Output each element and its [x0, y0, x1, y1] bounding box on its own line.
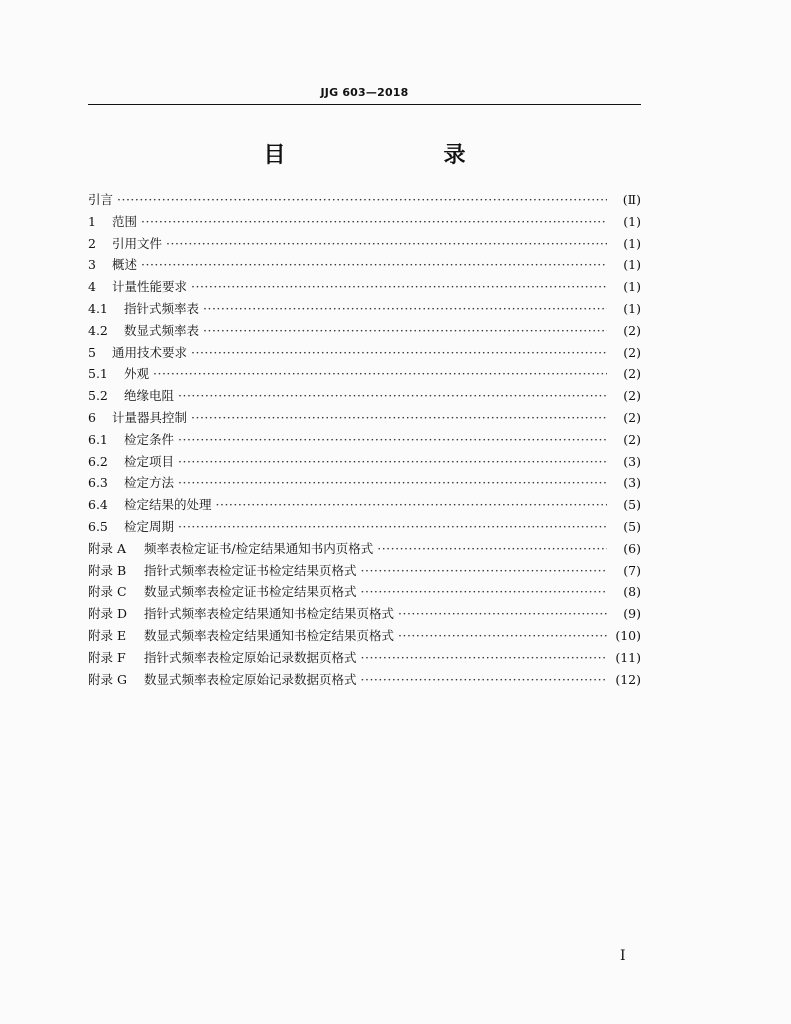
toc-entry-page: (2): [623, 344, 641, 360]
dot-leader: [377, 538, 607, 560]
toc-entry-number: 5.1: [88, 366, 108, 382]
toc-entry[interactable]: [88, 603, 641, 625]
toc-entry-number: 5.2: [88, 388, 108, 404]
toc-entry-label: 指针式频率表检定结果通知书检定结果页格式: [144, 606, 395, 622]
toc-entry[interactable]: [88, 254, 641, 276]
dot-leader: [178, 451, 607, 473]
toc-entry[interactable]: [88, 233, 641, 255]
toc-entry[interactable]: [88, 342, 641, 364]
toc-entry-label: 引言: [88, 192, 114, 207]
dot-leader: [178, 516, 607, 538]
toc-entry[interactable]: [88, 538, 641, 560]
toc-entry-page: (1): [623, 213, 641, 229]
toc-entry-number: 6: [88, 409, 96, 425]
toc-entry-label: 绝缘电阻: [124, 388, 175, 404]
toc-entry[interactable]: [88, 669, 641, 691]
toc-entry-number: 附录 A: [88, 540, 127, 556]
toc-entry-page: (1): [623, 279, 641, 295]
toc-entry-number: 附录 G: [88, 671, 127, 687]
toc-entry-label: 检定周期: [124, 518, 175, 534]
toc-entry[interactable]: [88, 298, 641, 320]
dot-leader: [141, 254, 607, 276]
toc-entry[interactable]: [88, 625, 641, 647]
toc-entry[interactable]: [88, 211, 641, 233]
toc-entry-label: 数显式频率表检定原始记录数据页格式: [144, 671, 357, 687]
toc-entry-page: (6): [623, 540, 641, 556]
toc-entry-number: 附录 F: [88, 649, 126, 665]
toc-entry-label: 计量器具控制: [112, 409, 188, 425]
toc-entry-label: 数显式频率表检定证书检定结果页格式: [144, 584, 357, 600]
toc-entry-number: 4.1: [88, 300, 108, 316]
toc-entry-page: (9): [623, 606, 641, 622]
table-of-contents: [88, 189, 641, 690]
toc-entry-label: 范围: [112, 213, 138, 229]
toc-entry[interactable]: [88, 320, 641, 342]
toc-entry-page: (1): [623, 300, 641, 316]
toc-entry-label: 引用文件: [112, 235, 163, 251]
toc-entry-number: 附录 D: [88, 606, 127, 622]
toc-entry[interactable]: [88, 429, 641, 451]
toc-entry-number: 6.4: [88, 497, 108, 513]
toc-entry-number: 4.2: [88, 322, 108, 338]
toc-entry-page: (Ⅱ): [622, 192, 641, 207]
toc-entry-page: (12): [615, 671, 641, 687]
toc-entry-label: 检定结果的处理: [124, 497, 212, 513]
toc-entry-number: 1: [88, 213, 96, 229]
toc-entry-number: 2: [88, 235, 96, 251]
toc-entry-page: (10): [615, 627, 641, 643]
toc-entry-label: 检定方法: [124, 475, 175, 491]
toc-entry-page: (2): [623, 366, 641, 382]
page-number: I: [620, 948, 626, 964]
toc-entry-page: (7): [623, 562, 641, 578]
toc-entry-label: 概述: [112, 257, 138, 273]
toc-entry-number: 6.1: [88, 431, 108, 447]
toc-entry[interactable]: [88, 472, 641, 494]
toc-entry-page: (5): [623, 518, 641, 534]
toc-entry-label: 数显式频率表检定结果通知书检定结果页格式: [144, 627, 395, 643]
toc-entry[interactable]: [88, 581, 641, 603]
toc-title: 目 录: [263, 143, 504, 168]
dot-leader: [361, 560, 607, 582]
toc-entry-label: 通用技术要求: [112, 344, 188, 360]
toc-entry-label: 检定项目: [124, 453, 175, 469]
dot-leader: [166, 233, 607, 255]
dot-leader: [398, 603, 607, 625]
toc-entry[interactable]: [88, 385, 641, 407]
toc-entry-page: (2): [623, 322, 641, 338]
toc-entry-page: (8): [623, 584, 641, 600]
dot-leader: [398, 625, 607, 647]
dot-leader: [216, 494, 607, 516]
toc-entry-number: 6.2: [88, 453, 108, 469]
toc-entry[interactable]: [88, 451, 641, 473]
toc-entry-number: 附录 B: [88, 562, 127, 578]
toc-entry-label: 外观: [124, 366, 150, 382]
toc-entry-number: 4: [88, 279, 96, 295]
dot-leader: [178, 385, 607, 407]
dot-leader: [191, 407, 607, 429]
toc-entry[interactable]: [88, 494, 641, 516]
dot-leader: [361, 581, 607, 603]
dot-leader: [361, 647, 607, 669]
toc-entry-label: 计量性能要求: [112, 279, 188, 295]
dot-leader: [191, 276, 607, 298]
toc-entry-label: 检定条件: [124, 431, 175, 447]
toc-entry[interactable]: [88, 276, 641, 298]
toc-entry[interactable]: [88, 363, 641, 385]
toc-entry[interactable]: [88, 189, 641, 211]
toc-entry-label: 频率表检定证书/检定结果通知书内页格式: [144, 540, 374, 556]
page-header: JJG 603—2018: [320, 86, 409, 99]
dot-leader: [178, 472, 607, 494]
toc-entry-page: (2): [623, 409, 641, 425]
toc-entry-number: 附录 E: [88, 627, 127, 643]
dot-leader: [361, 669, 607, 691]
toc-entry[interactable]: [88, 516, 641, 538]
toc-entry-page: (3): [623, 475, 641, 491]
toc-entry-page: (11): [615, 649, 641, 665]
header-rule: [88, 104, 641, 105]
toc-entry-page: (3): [623, 453, 641, 469]
toc-entry-page: (2): [623, 388, 641, 404]
toc-entry[interactable]: [88, 647, 641, 669]
toc-entry-label: 指针式频率表检定原始记录数据页格式: [144, 649, 357, 665]
toc-entry-number: 5: [88, 344, 96, 360]
toc-entry-number: 3: [88, 257, 96, 273]
toc-entry-page: (2): [623, 431, 641, 447]
toc-entry-label: 指针式频率表检定证书检定结果页格式: [144, 562, 357, 578]
dot-leader: [153, 363, 607, 385]
dot-leader: [178, 429, 607, 451]
toc-entry-number: 6.5: [88, 518, 108, 534]
dot-leader: [117, 189, 607, 211]
toc-entry-page: (1): [623, 257, 641, 273]
toc-entry-page: (1): [623, 235, 641, 251]
dot-leader: [191, 342, 607, 364]
dot-leader: [203, 320, 607, 342]
dot-leader: [203, 298, 607, 320]
toc-entry-label: 数显式频率表: [124, 322, 200, 338]
dot-leader: [141, 211, 607, 233]
toc-entry[interactable]: [88, 560, 641, 582]
toc-entry-page: (5): [623, 497, 641, 513]
toc-entry-label: 指针式频率表: [124, 300, 200, 316]
toc-entry-number: 附录 C: [88, 584, 127, 600]
toc-entry[interactable]: [88, 407, 641, 429]
toc-entry-number: 6.3: [88, 475, 108, 491]
